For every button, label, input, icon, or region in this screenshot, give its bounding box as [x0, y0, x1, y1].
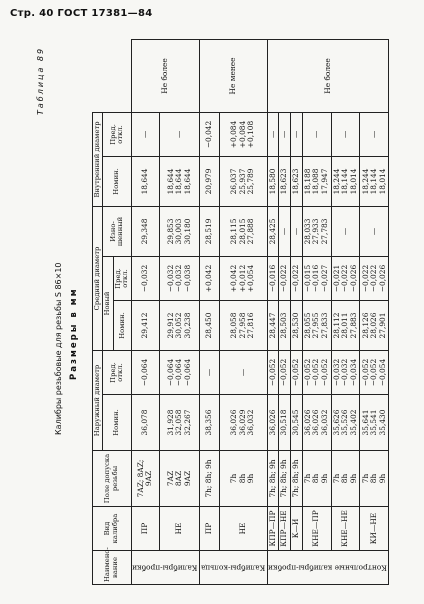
cell-value: 28,058 [229, 312, 239, 339]
cell-value: 27,833 [319, 312, 329, 339]
table-cell: −0,022 [279, 257, 291, 301]
cell-value: −0,032 [340, 358, 350, 387]
table-cell: 18,580 [267, 156, 279, 206]
cell-value: 18,644 [182, 168, 192, 195]
cell-value: +0,012 [237, 264, 247, 293]
ne-menee-note: Не менее [200, 39, 267, 112]
cell-value: +0,084 [237, 120, 247, 149]
table-cell: −0,052 [267, 351, 279, 395]
table-row [331, 39, 360, 584]
cell-value: 18,014 [377, 168, 387, 195]
table-cell [302, 156, 331, 206]
col-field-header: Поле допуска резьбы [93, 451, 132, 507]
cell-value: 35,641 [360, 409, 370, 436]
table-cell: 18,623 [279, 156, 291, 206]
cell-value: 28,115 [229, 218, 239, 245]
table-cell [360, 156, 389, 206]
cell-value: 27,783 [319, 218, 329, 245]
inner-nom-header: Номин. [103, 156, 131, 206]
table-cell: — [160, 112, 200, 156]
cell-value: 8h [311, 473, 321, 484]
cell-value: 29,853 [165, 218, 175, 245]
table-cell: НЕ [160, 507, 200, 551]
table-cell: 28,450 [200, 301, 219, 351]
cell-value: 18,644 [165, 168, 175, 195]
table-cell [360, 301, 389, 351]
table-cell: −0,052 [290, 351, 302, 395]
table-cell: — [302, 112, 331, 156]
table-cell: НЕ [219, 507, 267, 551]
page-header: Стр. 40 ГОСТ 17381—84 [10, 8, 153, 19]
table-cell [360, 451, 389, 507]
cell-value: 27,816 [246, 312, 256, 339]
table-cell [331, 351, 360, 395]
ne-bolee-note: Не более [131, 39, 199, 112]
cell-value: 9h [348, 473, 358, 484]
table-row [360, 39, 389, 584]
cell-value: 7h [360, 473, 370, 484]
table-row [279, 39, 291, 584]
cell-value: −0,052 [311, 358, 321, 387]
cell-value: 28,112 [331, 312, 341, 339]
cell-value: 9h [377, 473, 387, 484]
cell-value: 28,026 [369, 312, 379, 339]
ne-bolee-note-2: Не более [267, 39, 389, 112]
table-cell: КИ—НЕ [360, 507, 389, 551]
table-cell: 7h; 8h; 9h [267, 451, 279, 507]
cell-value: 27,958 [237, 312, 247, 339]
cell-value: 18,014 [348, 168, 358, 195]
table-cell: 7h; 8h; 9h [200, 451, 219, 507]
cell-value: 8h [237, 473, 247, 484]
cell-value: 27,888 [246, 218, 256, 245]
table-cell [302, 257, 331, 301]
group-probki: Калибры-пробки [131, 551, 199, 585]
table-cell: 7h; 8h; 9h [279, 451, 291, 507]
table-cell: — [219, 351, 267, 395]
cell-value: 18,144 [369, 168, 379, 195]
table-cell [160, 206, 200, 256]
cell-value: 25,789 [246, 168, 256, 195]
cell-value: +0,084 [229, 120, 239, 149]
table-cell: — [290, 112, 302, 156]
cell-value: 18,244 [360, 168, 370, 195]
table-cell: ПР [131, 507, 159, 551]
cell-value: −0,027 [319, 264, 329, 293]
table-cell: 18,644 [131, 156, 159, 206]
table-cell [160, 301, 200, 351]
cell-value: 18,144 [340, 168, 350, 195]
cell-value: −0,052 [369, 358, 379, 387]
col-middle-header: Средний диаметр [93, 206, 103, 350]
cell-value: −0,064 [165, 358, 175, 387]
cell-value: 35,626 [331, 409, 341, 436]
cell-value: 35,402 [348, 409, 358, 436]
mid-dev-header: Пред. откл. [113, 257, 131, 301]
cell-value: 32,267 [182, 409, 192, 436]
cell-value: 27,883 [348, 312, 358, 339]
cell-value: 36,032 [319, 409, 329, 436]
table-cell: — [267, 112, 279, 156]
table-cell: КНЕ—НЕ [331, 507, 360, 551]
table-cell: К—И [290, 507, 302, 551]
table-cell [302, 301, 331, 351]
table-cell: — [360, 112, 389, 156]
cell-value: −0,026 [348, 264, 358, 293]
cell-value: −0,052 [302, 358, 312, 387]
table-cell: −0,022 [290, 257, 302, 301]
table-cell: КНЕ—ПР [302, 507, 331, 551]
table-cell: +0,042 [200, 257, 219, 301]
cell-value: 35,541 [369, 409, 379, 436]
col-group-header: Наимено-вание [93, 551, 132, 585]
table-cell: — [290, 206, 302, 256]
cell-value: 18,244 [331, 168, 341, 195]
table-cell [360, 351, 389, 395]
cell-value: +0,054 [246, 264, 256, 293]
cell-value: 30,003 [174, 218, 184, 245]
cell-value: 8h [340, 473, 350, 484]
mid-new-header: Новый [103, 257, 113, 351]
cell-value: −0,022 [340, 264, 350, 293]
cell-value: 31,928 [165, 409, 175, 436]
table-cell [331, 451, 360, 507]
outer-nom-header: Номин. [103, 395, 131, 451]
rotated-table-page [34, 40, 404, 585]
table-cell: — [331, 112, 360, 156]
cell-value: −0,015 [302, 264, 312, 293]
cell-value: −0,064 [182, 358, 192, 387]
table-cell: 30,545 [290, 395, 302, 451]
table-cell: — [279, 112, 291, 156]
cell-value: 35,430 [377, 409, 387, 436]
col-inner-header: Внутренний диаметр [93, 112, 103, 206]
cell-value: −0,016 [311, 264, 321, 293]
table-cell [219, 206, 267, 256]
table-cell: 38,356 [200, 395, 219, 451]
cell-value: 30,238 [182, 312, 192, 339]
cell-value: 7h [229, 473, 239, 484]
cell-value: 30,052 [174, 312, 184, 339]
table-cell: −0,016 [267, 257, 279, 301]
outer-dev-header: Пред. откл. [103, 351, 131, 395]
cell-value: 35,526 [340, 409, 350, 436]
cell-value: 26,037 [229, 168, 239, 195]
table-cell [219, 112, 267, 156]
cell-value: −0,032 [174, 264, 184, 293]
table-cell [160, 156, 200, 206]
table-row [302, 39, 331, 584]
table-cell: 20,979 [200, 156, 219, 206]
table-cell: 36,026 [267, 395, 279, 451]
cell-value: 28,055 [302, 312, 312, 339]
cell-value: 28,033 [302, 218, 312, 245]
cell-value: 9h [246, 473, 256, 484]
cell-value: 28,126 [360, 312, 370, 339]
table-cell [331, 301, 360, 351]
cell-value: 18,088 [311, 168, 321, 195]
cell-value: −0,038 [182, 264, 192, 293]
table-cell [219, 395, 267, 451]
table-cell: — [131, 112, 159, 156]
inner-dev-header: Пред. откл. [103, 112, 131, 156]
cell-value: +0,108 [246, 120, 256, 149]
table-caption: Калибры резьбовые для резьбы S 86×10 [54, 262, 63, 435]
cell-value: 27,955 [311, 312, 321, 339]
table-row [200, 39, 219, 584]
cell-value: −0,052 [360, 358, 370, 387]
cell-value: −0,034 [348, 358, 358, 387]
cell-value: −0,032 [165, 264, 175, 293]
table-cell [219, 257, 267, 301]
group-control: Контрольные калибры-пробки [267, 551, 389, 585]
table-cell [360, 395, 389, 451]
table-cell: 28,530 [290, 301, 302, 351]
table-cell: КПР—ПР [267, 507, 279, 551]
cell-value: −0,032 [331, 358, 341, 387]
table-cell [302, 451, 331, 507]
table-label: Таблица 89 [36, 46, 45, 115]
table-row [267, 39, 279, 584]
table-cell: 28,425 [267, 206, 279, 256]
cell-value: 29,912 [165, 312, 175, 339]
table-cell [302, 206, 331, 256]
table-cell [302, 395, 331, 451]
cell-value: +0,042 [229, 264, 239, 293]
cell-value: 36,029 [237, 409, 247, 436]
table-cell [219, 451, 267, 507]
table-subtitle: Размеры в мм [69, 287, 79, 380]
cell-value: 30,180 [182, 218, 192, 245]
table-row [160, 39, 200, 584]
cell-value: 36,026 [302, 409, 312, 436]
cell-value: 27,933 [311, 218, 321, 245]
table-cell: 28,503 [279, 301, 291, 351]
cell-value: 18,188 [302, 168, 312, 195]
cell-value: 28,015 [237, 218, 247, 245]
cell-value: −0,021 [331, 264, 341, 293]
cell-value: 36,026 [229, 409, 239, 436]
cell-value: −0,064 [174, 358, 184, 387]
cell-value: 9h [319, 473, 329, 484]
cell-value: 9AZ [182, 470, 192, 487]
cell-value: 8AZ [174, 470, 184, 487]
table-cell: КПР—НЕ [279, 507, 291, 551]
table-cell: — [279, 206, 291, 256]
table-cell: 29,348 [131, 206, 159, 256]
gauge-table [92, 39, 389, 585]
cell-value: 7h [331, 473, 341, 484]
table-row [131, 39, 159, 584]
table-cell [219, 156, 267, 206]
table-cell: 30,518 [279, 395, 291, 451]
cell-value: −0,054 [377, 358, 387, 387]
table-cell: 18,623 [290, 156, 302, 206]
table-cell [331, 395, 360, 451]
cell-value: 18,644 [174, 168, 184, 195]
table-cell [219, 301, 267, 351]
table-cell: −0,032 [131, 257, 159, 301]
cell-value: −0,022 [369, 264, 379, 293]
table-cell [160, 257, 200, 301]
table-cell [360, 257, 389, 301]
table-cell: 29,412 [131, 301, 159, 351]
cell-value: 27,901 [377, 312, 387, 339]
cell-value: 7AZ [165, 470, 175, 487]
table-cell [160, 351, 200, 395]
mid-nom-header: Номин. [113, 301, 131, 351]
col-outer-header: Наружный диаметр [93, 351, 103, 451]
group-koltsa: Калибры-кольца [200, 551, 267, 585]
cell-value: 32,058 [174, 409, 184, 436]
cell-value: 36,026 [311, 409, 321, 436]
table-cell: −0,052 [279, 351, 291, 395]
table-cell: −0,064 [131, 351, 159, 395]
table-cell [160, 395, 200, 451]
table-cell: 28,519 [200, 206, 219, 256]
table-cell: — [360, 206, 389, 256]
cell-value: −0,052 [319, 358, 329, 387]
cell-value: −0,022 [360, 264, 370, 293]
mid-worn-header: Изно-шенный [103, 206, 131, 256]
cell-value: 17,947 [319, 168, 329, 195]
cell-value: 8h [369, 473, 379, 484]
table-cell: ПР [200, 507, 219, 551]
cell-value: 25,937 [237, 168, 247, 195]
table-cell: 7h; 8h; 9h [290, 451, 302, 507]
table-row [219, 39, 267, 584]
table-cell [302, 351, 331, 395]
table-cell: 7AZ; 8AZ; 9AZ [131, 451, 159, 507]
cell-value: 28,011 [340, 312, 350, 339]
table-row [290, 39, 302, 584]
table-cell: 28,447 [267, 301, 279, 351]
table-cell: — [331, 206, 360, 256]
table-cell: — [200, 351, 219, 395]
table-cell: 36,078 [131, 395, 159, 451]
table-cell [331, 257, 360, 301]
table-cell [160, 451, 200, 507]
col-vid-header: Вид калибра [93, 507, 132, 551]
cell-value: 7h [302, 473, 312, 484]
cell-value: 36,032 [246, 409, 256, 436]
cell-value: −0,026 [377, 264, 387, 293]
table-cell: −0,042 [200, 112, 219, 156]
table-cell [331, 156, 360, 206]
